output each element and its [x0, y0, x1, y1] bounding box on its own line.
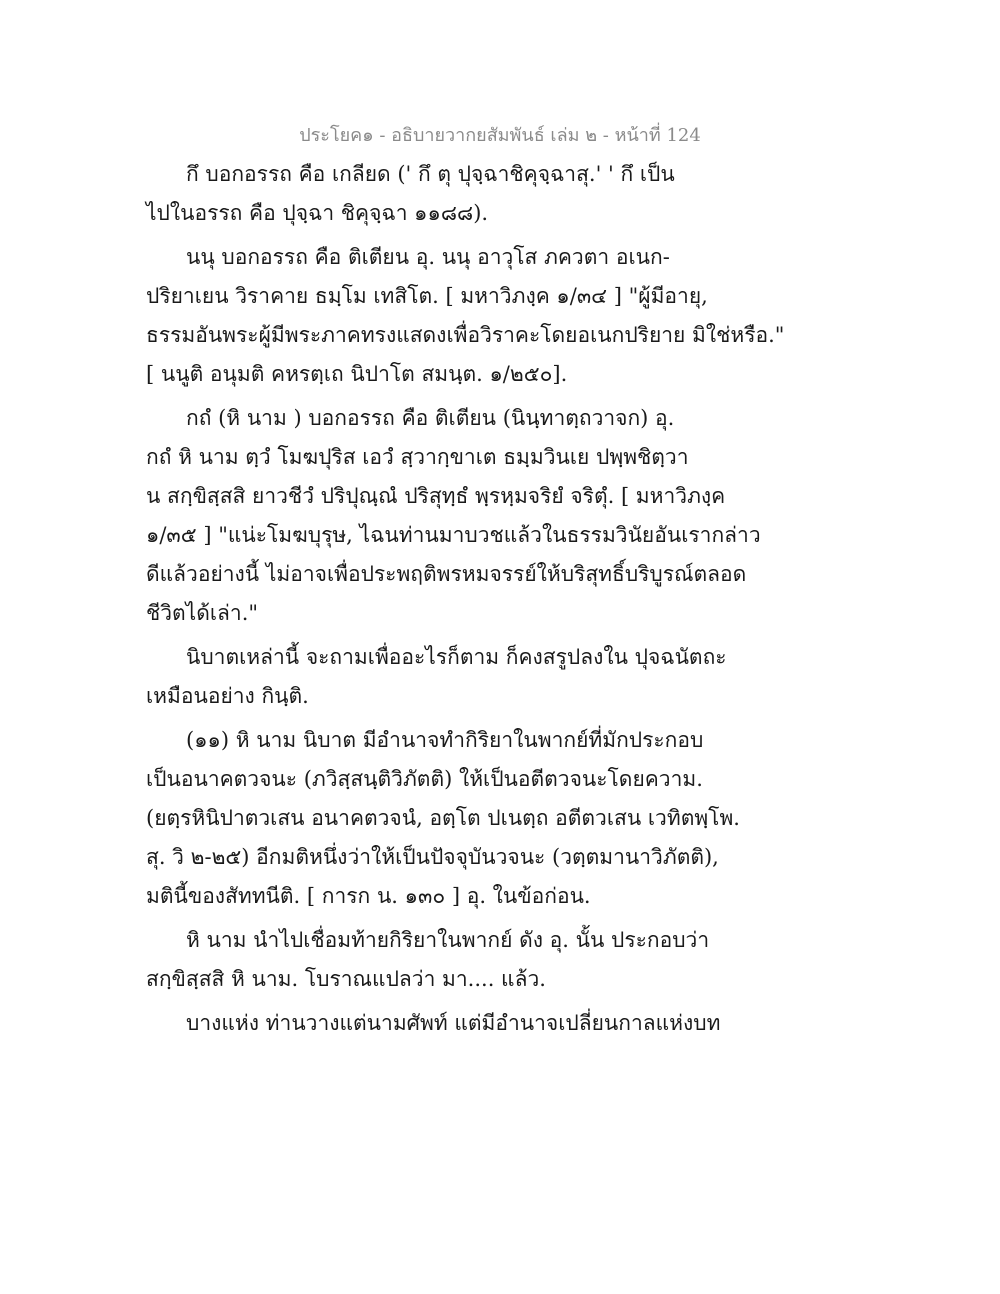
text-line: ธรรมอันพระผู้มีพระภาคทรงแสดงเพื่อวิราคะโดยอเนกปริยาย มิใช่หรือ."	[146, 323, 785, 347]
text-line: ดีแล้วอย่างนี้ ไม่อาจเพื่อประพฤติพรหมจรรย์ให้บริสุทธิ์บริบูรณ์ตลอด	[146, 562, 747, 586]
text-line: ชีวิตได้เล่า."	[146, 601, 259, 625]
text-line: สุ. วิ ๒-๒๕) อีกมติหนึ่งว่าให้เป็นปัจจุบันวจนะ (วตฺตมานาวิภัตติ),	[146, 845, 719, 869]
text-line: [ นนูติ อนุมติ คหรตฺเถ นิปาโต สมนฺต. ๑/๒๕๐].	[146, 362, 568, 386]
text-line: ไปในอรรถ คือ ปุจฺฉา ชิคุจฺฉา ๑๑๘๘).	[146, 201, 489, 225]
text-line: สกฺขิสฺสสิ หิ นาม. โบราณแปลว่า มา.... แล้ว.	[146, 967, 546, 991]
text-line: น สกฺขิสฺสสิ ยาวชีวํ ปริปุณฺณํ ปริสุทฺธํ พฺรหฺมจริยํ จริตุํ. [ มหาวิภงฺค	[146, 484, 726, 508]
text-line: (๑๑) หิ นาม นิบาต มีอำนาจทำกิริยาในพากย์ที่มักประกอบ	[186, 728, 704, 752]
text-line: กถํ (หิ นาม ) บอกอรรถ คือ ติเตียน (นินฺทาตฺถวาจก) อุ.	[186, 406, 675, 430]
text-line: บางแห่ง ท่านวางแต่นามศัพท์ แต่มีอำนาจเปลี่ยนกาลแห่งบท	[186, 1011, 721, 1035]
text-line: กถํ หิ นาม ตฺวํ โมฆปุริส เอวํ สฺวากฺขาเต ธมฺมวินเย ปพฺพชิตฺวา	[146, 445, 689, 469]
text-line: ปริยาเยน วิราคาย ธมฺโม เทสิโต. [ มหาวิภงฺค ๑/๓๔ ] "ผู้มีอายุ,	[146, 284, 708, 308]
text-line: เหมือนอย่าง กินฺติ.	[146, 684, 309, 708]
text-line: นิบาตเหล่านี้ จะถามเพื่ออะไรก็ตาม ก็คงสรูปลงใน ปุจฉนัตถะ	[186, 645, 727, 669]
text-line: ๑/๓๕ ] "แน่ะโมฆบุรุษ, ไฉนท่านมาบวชแล้วในธรรมวินัยอันเรากล่าว	[146, 523, 761, 547]
text-line: เป็นอนาคตวจนะ (ภวิสฺสนฺติวิภัตติ) ให้เป็นอตีตวจนะโดยความ.	[146, 767, 703, 791]
text-line: นนุ บอกอรรถ คือ ติเตียน อุ. นนุ อาวุโส ภควตา อเนก-	[186, 245, 670, 269]
text-line: (ยตฺรหินิปาตวเสน อนาคตวจนํ, อตฺโต ปเนตฺถ อตีตวเสน เวทิตพฺโพ.	[146, 806, 740, 830]
text-line: หิ นาม นำไปเชื่อมท้ายกิริยาในพากย์ ดัง อุ. นั้น ประกอบว่า	[186, 928, 710, 952]
page-header: ประโยค๑ - อธิบายวากยสัมพันธ์ เล่ม ๒ - หน้าที่ 124	[299, 125, 701, 146]
text-line: กึ บอกอรรถ คือ เกลียด (' กึ ตุ ปุจฺฉาชิคุจฺฉาสุ.' ' กึ เป็น	[186, 162, 675, 186]
text-line: มตินี้ของสัททนีติ. [ การก น. ๑๓๐ ] อุ. ในข้อก่อน.	[146, 884, 591, 908]
